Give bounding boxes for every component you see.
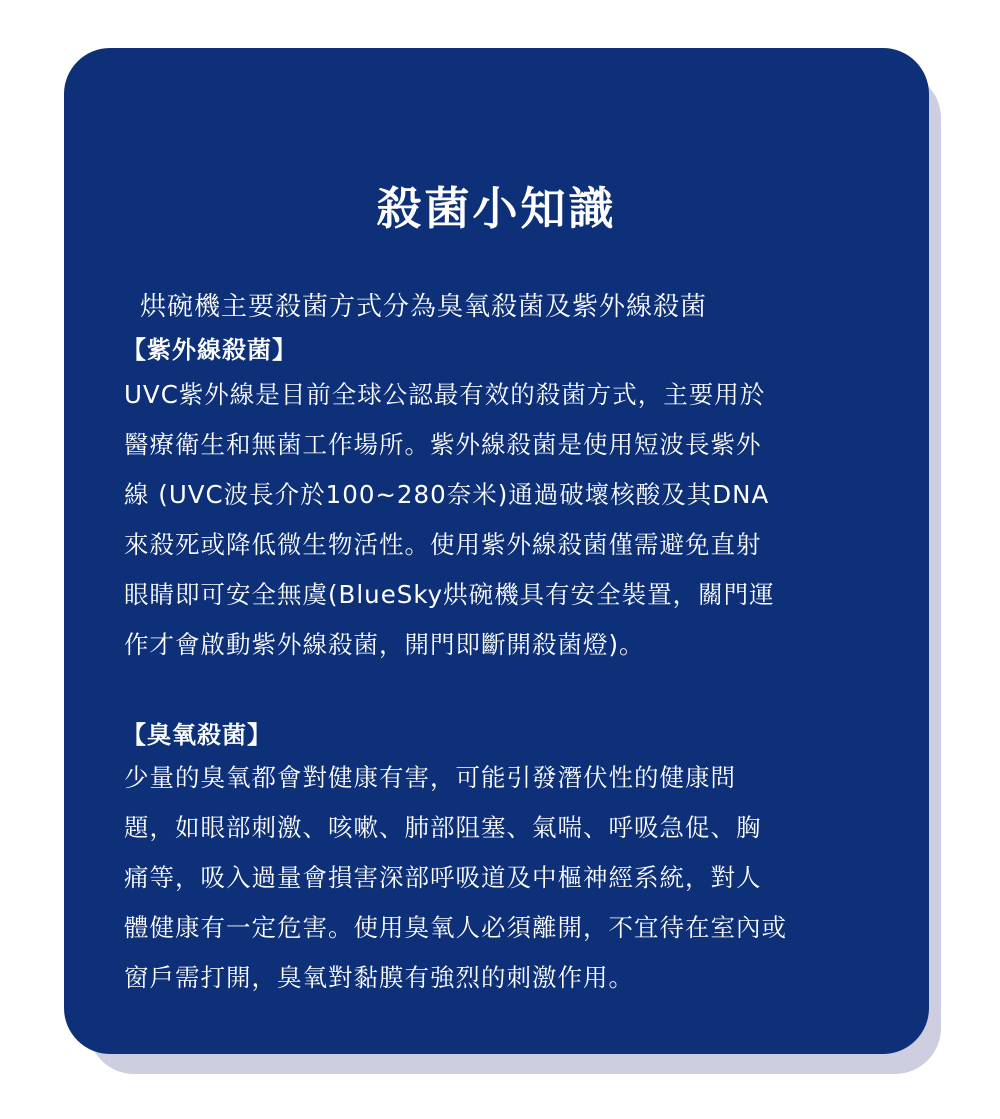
body-line: 來殺死或降低微生物活性。使用紫外線殺菌僅需避免直射 [124,530,762,559]
body-line: 窗戶需打開，臭氧對黏膜有強烈的刺激作用。 [124,963,634,992]
body-line: 作才會啟動紫外線殺菌，開門即斷開殺菌燈)。 [124,630,645,659]
body-line: 痛等，吸入過量會損害深部呼吸道及中樞神經系統，對人 [124,863,762,892]
body-line: 少量的臭氧都會對健康有害，可能引發潛伏性的健康問 [124,763,736,792]
body-line: 體健康有一定危害。使用臭氧人必須離開，不宜待在室內或 [124,913,787,942]
body-line: 眼睛即可安全無虞(BlueSky烘碗機具有安全裝置，關門運 [124,580,775,609]
body-line: 醫療衛生和無菌工作場所。紫外線殺菌是使用短波長紫外 [124,430,762,459]
body-line: 題，如眼部刺激、咳嗽、肺部阻塞、氣喘、呼吸急促、胸 [124,813,762,842]
intro-text: 烘碗機主要殺菌方式分為臭氧殺菌及紫外線殺菌 [140,292,708,322]
section-heading-uvc: 【紫外線殺菌】 [122,336,297,364]
body-line: 線 (UVC波長介於100~280奈米)通過破壞核酸及其DNA [124,480,770,509]
info-card [64,48,929,1054]
section-heading-ozone: 【臭氧殺菌】 [122,721,272,749]
body-line: UVC紫外線是目前全球公認最有效的殺菌方式，主要用於 [124,380,766,409]
card-title: 殺菌小知識 [376,182,617,235]
section-body-ozone [124,753,884,1003]
section-body-uvc [124,370,884,670]
